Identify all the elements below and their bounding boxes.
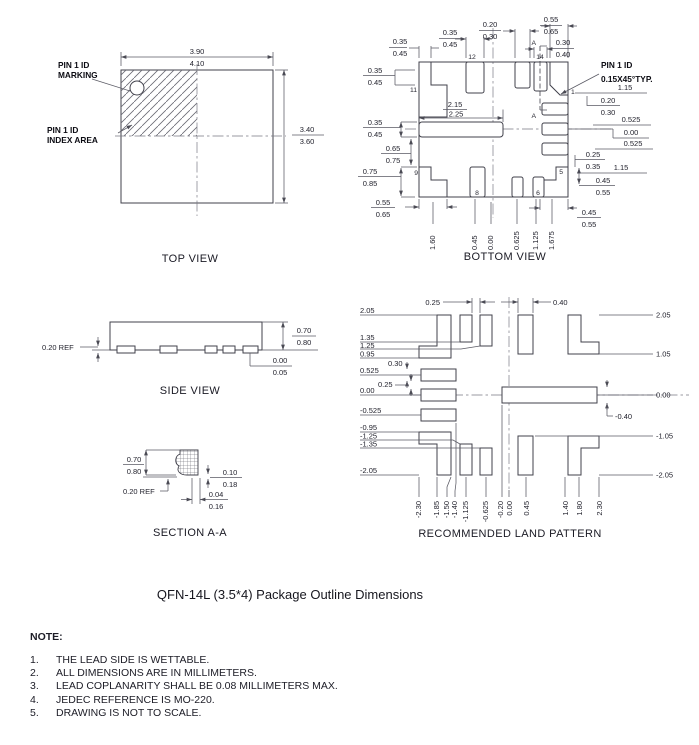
dim-label: -0.40 — [615, 412, 633, 421]
axis-label: 0.45 — [470, 235, 479, 250]
note-item-number: 2. — [30, 667, 39, 680]
dim-label: 0.55 — [375, 198, 391, 207]
lead-pad — [117, 346, 135, 353]
axis-label: -1.35 — [360, 439, 378, 449]
pin-number-1: 1 — [571, 89, 575, 96]
land-pad-corner-bl — [419, 432, 451, 475]
pin-number-12: 12 — [468, 54, 476, 61]
dim-label: 0.30 — [555, 38, 571, 47]
lead-pad — [243, 346, 258, 353]
dim-label: 0.45 — [581, 208, 597, 217]
axis-label: 0.95 — [360, 349, 375, 359]
dim-label: 0.55 — [581, 220, 597, 229]
axis-label: -0.625 — [481, 501, 490, 523]
dim-label: 0.70 — [296, 326, 312, 335]
bottom-view-drawing — [355, 10, 699, 280]
lead-pad — [205, 346, 217, 353]
top-view-caption: TOP VIEW — [161, 253, 219, 265]
pin-number-6: 6 — [536, 190, 540, 197]
note-item — [30, 654, 650, 667]
axis-label: -2.30 — [414, 501, 423, 519]
pad-pin12 — [466, 62, 484, 93]
side-view-caption: SIDE VIEW — [159, 385, 221, 397]
axis-label: 1.125 — [531, 231, 540, 250]
axis-label: 1.80 — [575, 501, 584, 516]
dim-label: 0.30 — [600, 108, 616, 117]
pin1-id-label-line2: 0.15X45°TYP. — [601, 74, 653, 84]
pad-pin14 — [534, 62, 547, 91]
lead-pad — [160, 346, 177, 353]
dim-label: 1.15 — [617, 83, 633, 92]
pad-pin13 — [515, 62, 530, 88]
dim-height-max: 3.60 — [299, 137, 315, 146]
dim-label: 0.80 — [296, 338, 312, 347]
pin-number-9: 9 — [414, 170, 418, 177]
axis-label: 0.00 — [486, 235, 495, 250]
axis-label: 0.00 — [656, 390, 671, 400]
dim-label: 0.45 — [392, 49, 408, 58]
pin1-marking-label-line1: PIN 1 ID — [58, 60, 90, 70]
pin-number-11: 11 — [409, 87, 417, 94]
pin1-index-label-line2: INDEX AREA — [47, 135, 98, 145]
axis-label: 0.45 — [522, 501, 531, 516]
dim-label: 0.525 — [621, 115, 641, 124]
dim-label: 0.45 — [367, 78, 383, 87]
note-item-text: LEAD COPLANARITY SHALL BE 0.08 MILLIMETERS MAX. — [56, 680, 338, 693]
land-pad — [518, 436, 533, 475]
dim-label: 0.55 — [543, 15, 559, 24]
dim-label: 0.18 — [222, 480, 238, 489]
axis-label: -1.50 — [442, 501, 451, 519]
pin-number-8: 8 — [475, 190, 479, 197]
pad-pin4 — [542, 143, 568, 155]
pad-pin10-bar — [419, 122, 503, 137]
section-aa-drawing — [40, 430, 320, 540]
dim-label: 0.45 — [595, 176, 611, 185]
dim-label: 0.20 — [482, 20, 498, 29]
dim-label: 0.525 — [623, 139, 643, 148]
axis-label: 2.30 — [595, 501, 604, 516]
note-item-number: 4. — [30, 693, 39, 706]
pin1-marking-label-line2: MARKING — [58, 70, 98, 80]
axis-label: 2.05 — [360, 306, 375, 315]
dim-label: 1.15 — [613, 163, 629, 172]
axis-label: 1.60 — [428, 235, 437, 250]
dim-label: 0.45 — [367, 130, 383, 139]
dim-label: 0.20 — [600, 96, 616, 105]
land-pad — [480, 448, 492, 475]
bottom-view-caption: BOTTOM VIEW — [463, 251, 547, 263]
dim-label: 0.30 — [388, 359, 403, 368]
land-pad-corner-br — [568, 436, 599, 475]
axis-label: -1.125 — [461, 501, 470, 523]
dim-label: 0.65 — [543, 27, 559, 36]
land-pad — [421, 409, 456, 421]
dim-label: 0.04 — [208, 490, 224, 499]
note-item-number: 1. — [30, 654, 39, 666]
land-pad-corner-tl — [419, 315, 451, 358]
pin-number-14: 14 — [536, 54, 544, 61]
land-pad — [460, 444, 472, 475]
land-pad — [460, 315, 472, 342]
land-pad-corner-tr — [568, 315, 599, 354]
dim-label: 0.70 — [126, 455, 142, 464]
dim-label: 0.65 — [375, 210, 391, 219]
dim-label: 2.15 — [447, 100, 463, 109]
axis-label: 0.00 — [360, 386, 375, 395]
dim-label: 0.35 — [392, 37, 408, 46]
land-pad — [518, 315, 533, 354]
axis-label: 1.40 — [561, 501, 570, 516]
notes-section — [30, 631, 650, 720]
axis-label: 2.05 — [656, 310, 671, 320]
pad-pin2 — [542, 103, 568, 115]
axis-label: -2.05 — [360, 466, 378, 475]
dim-width-min: 3.90 — [189, 47, 205, 56]
pin1-id-label-line1: PIN 1 ID — [601, 60, 633, 70]
dim-label: 0.20 REF — [42, 343, 74, 352]
axis-label: 0.00 — [505, 501, 514, 516]
dim-label: 0.05 — [272, 368, 288, 377]
pin-number-5: 5 — [559, 169, 563, 176]
land-pad — [421, 389, 456, 401]
dim-label: 0.25 — [425, 298, 440, 307]
note-item — [30, 680, 650, 693]
dim-height-min: 3.40 — [299, 125, 315, 134]
axis-label: -0.20 — [496, 501, 505, 519]
axis-label: -1.85 — [432, 501, 441, 519]
land-pattern-caption: RECOMMENDED LAND PATTERN — [418, 528, 602, 540]
top-view-drawing — [30, 30, 360, 270]
dim-label: 0.00 — [623, 128, 639, 137]
section-mark-top: A — [531, 40, 536, 47]
axis-label: -2.05 — [656, 470, 674, 480]
axis-label: 0.625 — [512, 231, 521, 250]
pin1-index-label-line1: PIN 1 ID — [47, 125, 79, 135]
dim-label: 0.35 — [367, 66, 383, 75]
axis-label: -0.525 — [360, 406, 382, 415]
dim-label: 0.25 — [378, 380, 393, 389]
note-item-text: DRAWING IS NOT TO SCALE. — [56, 706, 202, 719]
dim-width-max: 4.10 — [189, 59, 205, 68]
dim-label: 0.25 — [585, 150, 601, 159]
dim-label: 0.35 — [442, 28, 458, 37]
land-pad — [480, 315, 492, 346]
dim-label: 0.35 — [585, 162, 601, 171]
dim-label: 0.80 — [126, 467, 142, 476]
note-item — [30, 667, 650, 680]
pad-pin9 — [419, 167, 447, 197]
dim-label: 0.45 — [442, 40, 458, 49]
pad-pin1-chamfered — [550, 62, 568, 95]
drawing-title: QFN-14L (3.5*4) Package Outline Dimensions — [156, 587, 424, 602]
dim-label: 0.16 — [208, 502, 224, 511]
pad-pin3 — [542, 123, 568, 135]
lead-pad — [223, 346, 235, 353]
note-item — [30, 694, 650, 707]
section-aa-caption: SECTION A-A — [152, 527, 228, 539]
dim-label: 2.25 — [448, 109, 464, 119]
axis-label: 1.35 — [360, 333, 375, 342]
dim-label: 0.85 — [362, 179, 378, 188]
pad-pin11 — [419, 62, 447, 117]
dim-label: 0.55 — [595, 188, 611, 197]
land-pattern-drawing — [355, 285, 699, 545]
dim-label: 0.20 REF — [123, 487, 155, 496]
pin1-index-hatch-area — [121, 70, 197, 136]
dim-label: 0.10 — [222, 468, 238, 477]
note-item-text: ALL DIMENSIONS ARE IN MILLIMETERS. — [56, 667, 257, 680]
axis-label: 1.675 — [547, 231, 556, 250]
lead-cross-section — [176, 450, 198, 475]
axis-label: -1.40 — [450, 501, 459, 519]
dim-label: 0.75 — [385, 156, 401, 165]
dim-label: 0.30 — [482, 32, 498, 41]
axis-label: 1.25 — [360, 341, 375, 350]
dim-label: 0.65 — [385, 144, 401, 153]
dim-label: 0.40 — [553, 298, 568, 307]
note-item-text: THE LEAD SIDE IS WETTABLE. — [56, 654, 210, 666]
note-heading: NOTE: — [30, 631, 63, 643]
axis-label: 1.05 — [656, 349, 671, 359]
dim-label: 0.35 — [367, 118, 383, 127]
note-item — [30, 707, 650, 720]
note-item-number: 5. — [30, 706, 39, 719]
land-pad-thermal-bar — [502, 387, 597, 403]
dim-label: 0.00 — [272, 356, 288, 365]
note-item-text: JEDEC REFERENCE IS MO-220. — [56, 693, 215, 706]
axis-label: -0.95 — [360, 423, 378, 432]
pad-pin7 — [512, 177, 523, 197]
pin1-id-marking-circle — [130, 81, 144, 95]
side-view-drawing — [40, 300, 340, 400]
dim-label: 0.40 — [555, 50, 571, 59]
axis-label: -1.25 — [360, 431, 378, 441]
axis-label: -1.05 — [656, 431, 674, 441]
axis-label: 0.525 — [360, 366, 379, 375]
note-item-number: 3. — [30, 680, 39, 693]
land-pad — [421, 369, 456, 381]
section-mark-bottom: A — [531, 113, 536, 120]
dim-label: 0.75 — [362, 167, 378, 176]
